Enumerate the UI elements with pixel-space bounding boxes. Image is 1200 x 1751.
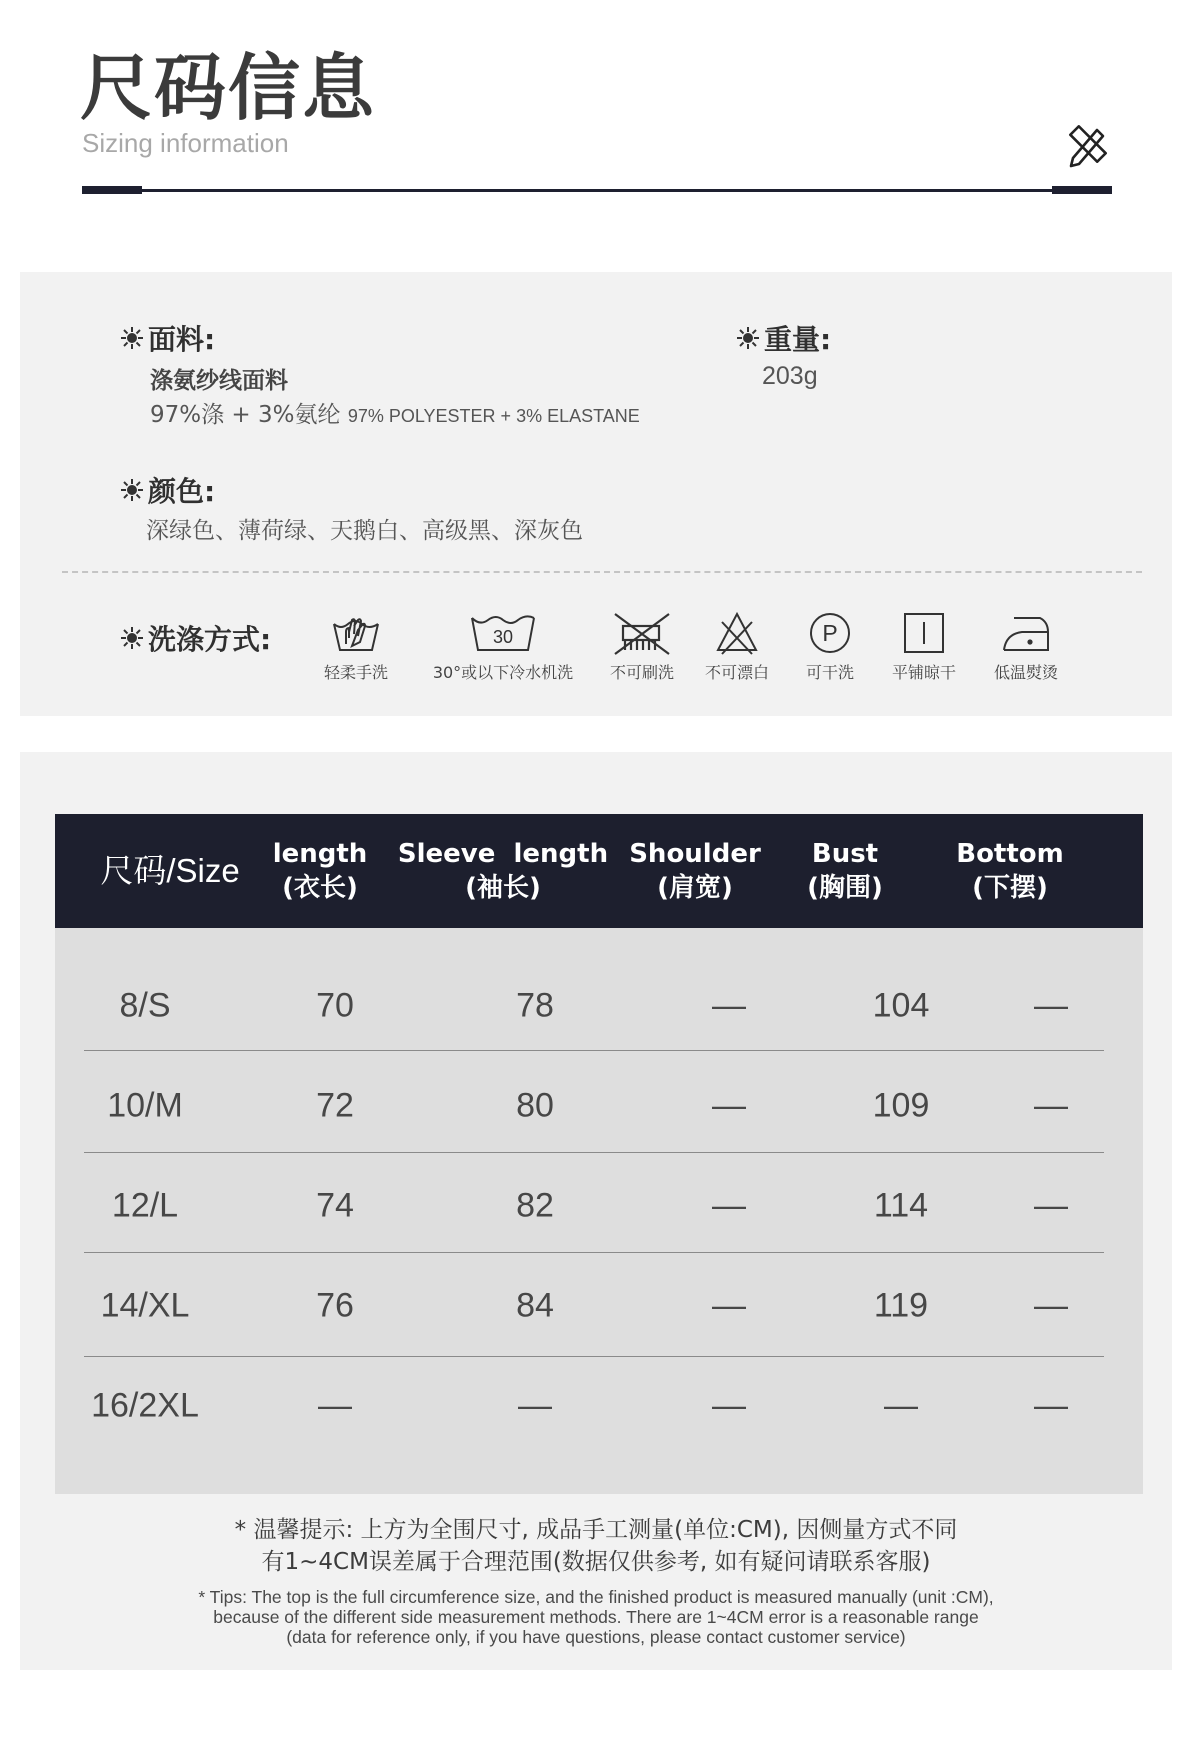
- fabric-name: 涤氨纱线面料: [150, 368, 288, 394]
- cell-length: 76: [316, 1286, 354, 1325]
- divider-cap-right: [1052, 186, 1112, 194]
- table-body: [55, 928, 1143, 1494]
- cell-bust: 104: [872, 986, 930, 1025]
- care-label-hand-wash: 轻柔手洗: [323, 663, 388, 682]
- care-label-no-brush: 不可刷洗: [609, 663, 674, 682]
- fabric-composition-en: 97% POLYESTER + 3% ELASTANE: [347, 406, 640, 426]
- cell-size: 8/S: [119, 986, 171, 1025]
- care-label-iron-low: 低温熨烫: [993, 663, 1058, 682]
- header-size: [55, 814, 285, 928]
- care-item-no-bleach: [692, 610, 782, 683]
- sun-bullet-icon: [120, 626, 144, 650]
- note-en-line-2: because of the different side measurement methods. There are 1~4CM error is a reasonable range: [213, 1607, 979, 1627]
- care-label-dry-flat: 平铺晾干: [891, 663, 956, 682]
- sun-bullet-icon: [120, 326, 144, 350]
- product-info-panel: [20, 272, 1172, 716]
- care-item-no-brush: [592, 610, 692, 683]
- cell-length: —: [318, 1386, 352, 1425]
- header-shoulder: [615, 814, 775, 928]
- cell-length: 72: [316, 1086, 354, 1125]
- size-table-panel: [20, 752, 1172, 1670]
- fabric-label: 面料:: [148, 323, 216, 356]
- note-en-line-3: (data for reference only, if you have questions, please contact customer service): [286, 1627, 906, 1647]
- weight-label: 重量:: [764, 323, 832, 356]
- cell-shoulder: —: [712, 1186, 746, 1225]
- fabric-composition-cn: 97%涤 + 3%氨纶: [150, 402, 341, 428]
- table-header: [55, 814, 1143, 928]
- cell-bottom: —: [1034, 1086, 1068, 1125]
- cell-bottom: —: [1034, 1186, 1068, 1225]
- cell-bottom: —: [1034, 1386, 1068, 1425]
- note-cn-line-2: 有1~4CM误差属于合理范围(数据仅供参考, 如有疑问请联系客服): [261, 1549, 931, 1575]
- care-item-iron-low: [976, 610, 1076, 683]
- no-bleach-icon: [714, 610, 760, 656]
- cell-sleeve-length: 80: [516, 1086, 554, 1125]
- wash-temp-text: 30: [492, 627, 514, 647]
- cell-size: 14/XL: [100, 1286, 190, 1325]
- cell-sleeve-length: 82: [516, 1186, 554, 1225]
- cell-sleeve-length: 84: [516, 1286, 554, 1325]
- cell-bust: 119: [873, 1286, 929, 1325]
- note-en-line-1: * Tips: The top is the full circumference size, and the finished product is measured manually (unit :CM),: [198, 1587, 994, 1607]
- care-heading: [120, 618, 271, 658]
- care-label-no-bleach: 不可漂白: [704, 663, 769, 682]
- dry-clean-letter: P: [822, 620, 838, 646]
- ruler-pencil-icon: [1065, 122, 1111, 168]
- care-item-machine-wash: [418, 610, 588, 683]
- sun-bullet-icon: [736, 326, 760, 350]
- no-brush-icon: [611, 610, 673, 656]
- header-size-label: 尺码/Size: [100, 852, 240, 889]
- care-label: 洗涤方式:: [148, 623, 272, 656]
- cell-sleeve-length: 78: [516, 986, 554, 1025]
- header-length-cn: (衣长): [282, 873, 358, 903]
- header-sleeve-length: [397, 814, 609, 928]
- cell-shoulder: —: [712, 1086, 746, 1125]
- row-divider: [84, 1152, 1104, 1153]
- header-bust-cn: (胸围): [807, 873, 883, 903]
- fabric-heading: [120, 318, 215, 358]
- page-subtitle: Sizing information: [82, 128, 289, 158]
- header-bottom-cn: (下摆): [972, 873, 1048, 903]
- header-bust-en: Bust: [811, 839, 879, 869]
- header-sleeve-en: Sleeve length: [397, 839, 609, 869]
- cell-bust: —: [884, 1386, 918, 1425]
- color-heading: [120, 470, 215, 510]
- care-item-dry-clean: [790, 610, 870, 683]
- wash-30-icon: [468, 610, 538, 656]
- header-length-en: length: [272, 839, 368, 869]
- care-label-dry-clean: 可干洗: [805, 663, 854, 682]
- color-label: 颜色:: [148, 475, 216, 508]
- page-title: 尺码信息: [80, 46, 377, 130]
- hand-wash-icon: [330, 610, 382, 656]
- header-sleeve-cn: (袖长): [465, 873, 541, 903]
- cell-size: 12/L: [111, 1186, 179, 1225]
- weight-heading: [736, 318, 831, 358]
- cell-bust: 114: [873, 1186, 929, 1225]
- cell-bottom: —: [1034, 986, 1068, 1025]
- row-divider: [84, 1252, 1104, 1253]
- iron-low-icon: [1000, 610, 1052, 656]
- care-label-machine-wash: 30°或以下冷水机洗: [432, 663, 574, 682]
- cell-bottom: —: [1034, 1286, 1068, 1325]
- cell-length: 70: [316, 986, 354, 1025]
- cell-shoulder: —: [712, 986, 746, 1025]
- color-value: 深绿色、薄荷绿、天鹅白、高级黑、深灰色: [146, 518, 583, 544]
- header-shoulder-en: Shoulder: [629, 839, 761, 869]
- fabric-composition: [150, 396, 640, 429]
- note-cn-line-1: * 温馨提示: 上方为全围尺寸, 成品手工测量(单位:CM), 因侧量方式不同: [234, 1517, 958, 1543]
- care-item-hand-wash: [294, 610, 418, 683]
- header-length: [255, 814, 385, 928]
- header-divider: [82, 189, 1112, 192]
- sun-bullet-icon: [120, 478, 144, 502]
- care-item-dry-flat: [876, 610, 972, 683]
- header-bust: [785, 814, 905, 928]
- row-divider: [84, 1050, 1104, 1051]
- row-divider: [84, 1356, 1104, 1357]
- cell-length: 74: [316, 1186, 354, 1225]
- cell-size: 16/2XL: [91, 1386, 199, 1425]
- dry-flat-icon: [901, 610, 947, 656]
- cell-size: 10/M: [107, 1086, 183, 1125]
- cell-bust: 109: [872, 1086, 930, 1125]
- dashed-divider: [62, 571, 1142, 573]
- dry-clean-p-icon: [807, 610, 853, 656]
- cell-shoulder: —: [712, 1286, 746, 1325]
- header-bottom: [935, 814, 1085, 928]
- header-shoulder-cn: (肩宽): [657, 873, 733, 903]
- header-bottom-en: Bottom: [956, 839, 1064, 869]
- cell-sleeve-length: —: [518, 1386, 552, 1425]
- cell-shoulder: —: [712, 1386, 746, 1425]
- divider-cap-left: [82, 186, 142, 194]
- weight-value: 203g: [762, 362, 818, 390]
